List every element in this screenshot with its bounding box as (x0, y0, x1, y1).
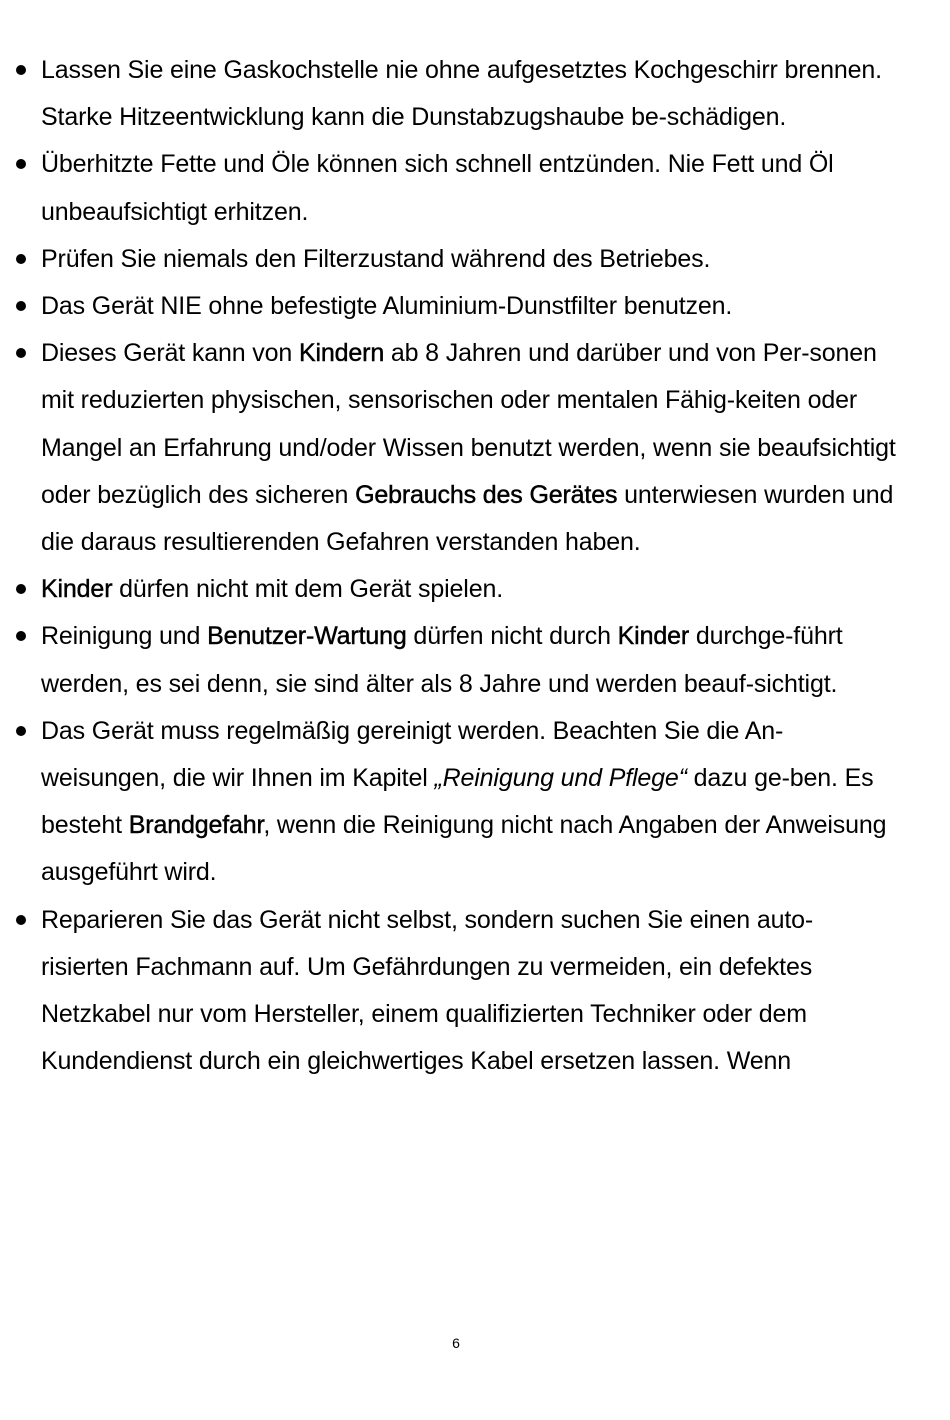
list-item (0, 897, 896, 1086)
list-item (0, 141, 896, 235)
bullet-icon (16, 348, 26, 358)
item-text: Das Gerät NIE ohne befestigte Aluminium-Dunstfilter benutzen. (41, 292, 733, 321)
item-text: ab 8 Jahren und darüber und von Per-sonen mit reduzierten physischen, sensorischen oder mentalen Fähig-keiten oder Mangel an Erfahrung und/oder Wissen benutzt werden, wenn sie beaufsichtigt oder bezüglich des sicheren (41, 339, 896, 509)
item-text: , wenn die Reinigung nicht nach Angaben der Anweisung ausgeführt wird. (41, 811, 887, 887)
list-item (0, 566, 896, 613)
emphasis-term: Brandgefahr (128, 811, 264, 840)
bullet-icon (16, 726, 26, 736)
emphasis-term: Benutzer-Wartung (207, 622, 407, 651)
bullet-icon (16, 584, 26, 594)
item-text: Reparieren Sie das Gerät nicht selbst, sondern suchen Sie einen auto-risierten Fachmann auf. Um Gefährdungen zu vermeiden, ein defektes Netzkabel nur vom Hersteller, einem qualifizierten Techniker oder dem Kundendienst durch ein gleichwertiges Kabel ersetzen lassen. Wenn (41, 905, 814, 1076)
list-item (0, 47, 896, 141)
list-item (0, 283, 896, 330)
emphasis-term: Kinder (617, 622, 690, 651)
bullet-icon (16, 631, 26, 641)
list-item (0, 236, 896, 283)
bullet-icon (16, 65, 26, 75)
item-text: Dieses Gerät kann von (41, 339, 299, 368)
list-item (0, 708, 896, 897)
list-item (0, 613, 896, 707)
item-text: Prüfen Sie niemals den Filterzustand während des Betriebes. (41, 244, 711, 273)
bullet-icon (16, 254, 26, 264)
emphasis-term: Kindern (298, 339, 385, 368)
item-text: durchge-führt werden, es sei denn, sie sind älter als 8 Jahre und werden beauf-sichtigt. (41, 622, 843, 698)
emphasis-term: Kinder (41, 575, 113, 604)
page-number: 6 (452, 1335, 460, 1351)
item-text: Lassen Sie eine Gaskochstelle nie ohne aufgesetztes Kochgeschirr brennen. Starke Hitzeentwicklung kann die Dunstabzugshaube be-schädigen. (41, 56, 882, 132)
item-text: unterwiesen wurden und die daraus resultierenden Gefahren verstanden haben. (41, 480, 894, 557)
chapter-reference: „Reinigung und Pflege“ (434, 764, 687, 793)
item-text: Das Gerät muss regelmäßig gereinigt werden. Beachten Sie die An-weisungen, die wir Ihnen im Kapitel (41, 716, 784, 793)
bullet-icon (16, 159, 26, 169)
safety-instructions-list (0, 47, 950, 1085)
bullet-icon (16, 301, 26, 311)
list-item (0, 330, 896, 566)
item-text: dürfen nicht durch (406, 622, 618, 651)
item-text: Reinigung und (41, 622, 208, 651)
item-text: dürfen nicht mit dem Gerät spielen. (112, 575, 503, 604)
bullet-icon (16, 915, 26, 925)
emphasis-term: Gebrauchs des Gerätes (355, 480, 618, 509)
item-text: dazu ge-ben. Es besteht (41, 764, 874, 840)
item-text: Überhitzte Fette und Öle können sich schnell entzünden. Nie Fett und Öl unbeaufsichtigt erhitzen. (41, 150, 834, 226)
